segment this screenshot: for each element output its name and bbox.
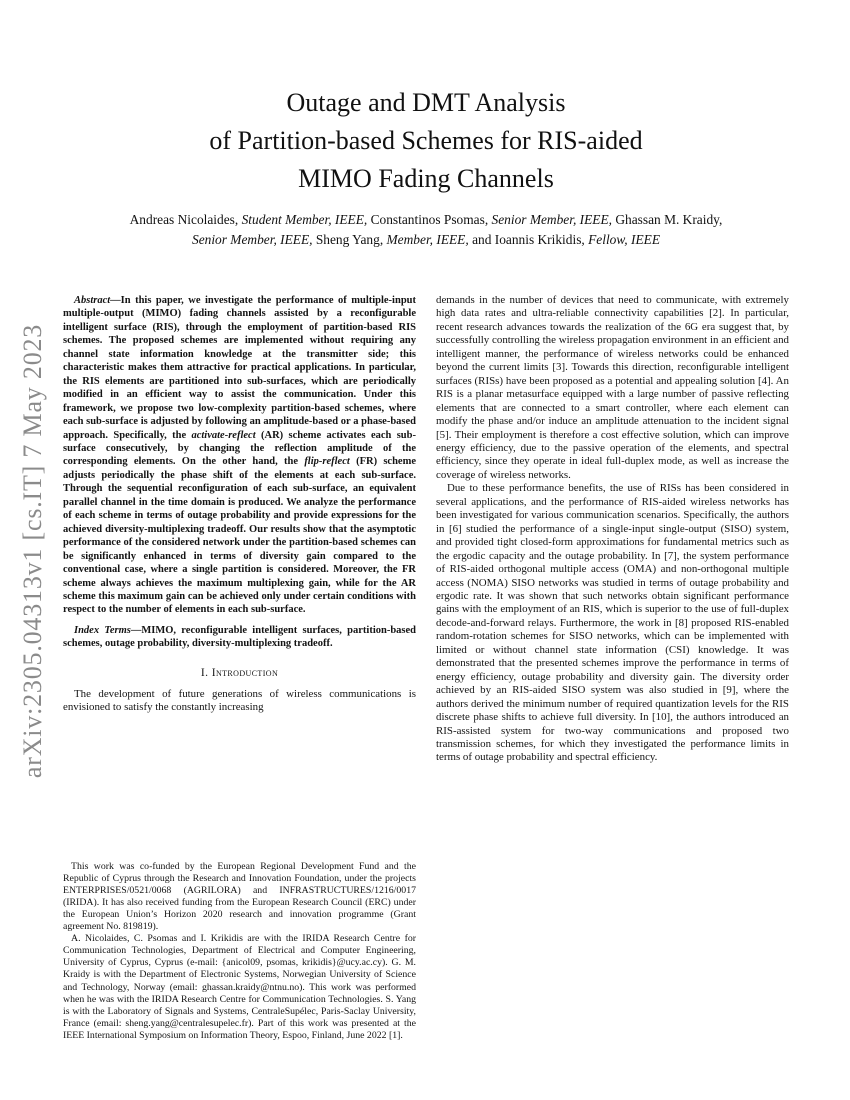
abstract-paragraph: Abstract—In this paper, we investigate the performance of multiple-input multiple-output (MIMO) fading channels assisted by a reconfigurable intelligent surface (RIS), through the employment of partition-based RIS schemes. The proposed schemes are implemented without requiring any channel state information knowledge at the transmitter side; this characteristic makes them attractive for practical applications. In particular, the RIS elements are partitioned into sub-surfaces, which are periodically modified in an efficient way to assist the communication. Under this framework, we propose two low-complexity partition-based schemes, where each sub-surface is adjusted by following an amplitude-based or a phase-based approach. Specifically, the activate-reflect (AR) scheme activates each sub-surface consecutively, by changing the reflection amplitude of the corresponding elements. On the other hand, the flip-reflect (FR) scheme adjusts periodically the phase shift of the elements at each sub-surface. Through the sequential reconfiguration of each sub-surface, an equivalent parallel channel in the time domain is produced. We analyze the performance of each scheme in terms of outage probability and provide expressions for the achieved diversity-multiplexing tradeoff. Our results show that the asymptotic performance of the considered network under the partition-based schemes can be significantly enhanced in terms of diversity gain compared to the conventional case, where a single partition is considered. Moreover, the FR scheme always achieves the maximum multiplexing gain, while for the AR scheme this maximum gain can be achieved only under certain conditions with respect to the number of elements in each sub-surface.: [63, 295, 416, 616]
left-column: [63, 294, 416, 1042]
author-line-1: Andreas Nicolaides, Student Member, IEEE, Constantinos Psomas, Senior Member, IEEE, Ghassan M. Kraidy,: [129, 212, 723, 227]
index-terms-paragraph: Index Terms—MIMO, reconfigurable intelligent surfaces, partition-based schemes, outage probability, diversity-multiplexing tradeoff.: [63, 624, 416, 650]
abstract-label: Abstract: [74, 295, 111, 306]
paper-content: [63, 0, 789, 1042]
index-terms-label: Index Terms: [74, 624, 131, 636]
right-column: [436, 294, 789, 1042]
author-list: [63, 210, 789, 250]
arxiv-watermark: arXiv:2305.04313v1 [cs.IT] 7 May 2023: [18, 323, 47, 779]
title-line-2: of Partition-based Schemes for RIS-aided: [209, 126, 643, 155]
related-work-paragraph: Due to these performance benefits, the use of RISs has been considered in several applications, and the performance of RIS-aided wireless networks has been investigated for various communication scenarios. Specifically, the authors in [6] studied the performance of a single-input single-output (SISO) system, and provided tight closed-form approximations for fundamental metrics such as the ergodic capacity and the outage probability. In [7], the system performance of RIS-aided orthogonal multiple access (OMA) and non-orthogonal multiple access (NOMA) SISO networks was studied in terms of outage probability and ergodic rate. It was shown that such networks obtain significant performance gains with the employment of an RIS, which is superior to the use of full-duplex decode-and-forward relays. Furthermore, the work in [8] proposed RIS-enabled random-rotation schemes for SISO networks, which can be implemented with limited or without channel state information (CSI) knowledge. It was demonstrated that the presented schemes improve the performance in terms of energy efficiency, outage probability and diversity gain. The diversity order achieved by an RIS-aided SISO system was also studied in [9], where the authors derived the minimum number of required quantization levels for the RIS discrete phase shifts to achieve full diversity. In [10], the authors introduced an RIS-assisted system for two-way communications and proposed two transmission schemes, for which they investigated the performance limits in terms of outage probability and spectral efficiency.: [436, 482, 789, 764]
title-line-1: Outage and DMT Analysis: [286, 88, 566, 117]
footnotes-block: [63, 861, 416, 1042]
section-heading-introduction: I. Introduction: [200, 665, 279, 679]
author-line-2: Senior Member, IEEE, Sheng Yang, Member, IEEE, and Ioannis Krikidis, Fellow, IEEE: [192, 232, 660, 247]
two-column-body: [63, 294, 789, 1042]
affiliation-footnote: A. Nicolaides, C. Psomas and I. Krikidis are with the IRIDA Research Centre for Communication Technologies, Department of Electrical and Computer Engineering, University of Cyprus, Cyprus (e-mail: {anicol09, psomas, krikidis}@ucy.ac.cy). G. M. Kraidy is with the Department of Electronic Systems, Norwegian University of Science and Technology, Norway (email: ghassan.kraidy@ntnu.no). This work was performed when he was with the IRIDA Research Centre for Communication Technologies. S. Yang is with the Laboratory of Signals and Systems, CentraleSupélec, Paris-Saclay University, France (email: sheng.yang@centralesupelec.fr). Part of this work was presented at the IEEE International Symposium on Information Theory, Espoo, Finland, June 2022 [1].: [63, 933, 416, 1041]
funding-footnote: This work was co-funded by the European Regional Development Fund and the Republic of Cyprus through the Research and Innovation Foundation, under the projects ENTERPRISES/0521/0068 (AGRILORA) and INFRASTRUCTURES/1216/0017 (IRIDA). It has also received funding from the European Research Council (ERC) under the European Union’s Horizon 2020 research and innovation programme (Grant agreement No. 819819).: [63, 860, 416, 933]
title-line-3: MIMO Fading Channels: [298, 164, 554, 193]
intro-paragraph: The development of future generations of wireless communications is envisioned to satisfy the constantly increasing: [63, 687, 416, 714]
intro-continuation-paragraph: demands in the number of devices that need to communicate, with extremely high data rates and ultra-reliable connectivity capabilities [2]. In particular, recent research advances towards the realization of the 6G era suggest that, by successfully controlling the wireless propagation environment in an efficient and intelligent manner, the performance of wireless networks could be enhanced beyond the current limits [3]. Towards this direction, reconfigurable intelligent surfaces (RISs) have been proposed as a potential and appealing solution [4]. An RIS is a planar metasurface equipped with a large number of passive reflecting elements that are connected to a smart controller, where each element can modify the phase and/or induce an amplitude attenuation to the incident signal [5]. Their employment is therefore a cost effective solution, which can improve energy efficiency, due to the passive operation of the elements, and spectral efficiency, since they operate in ideal full-duplex mode, as well as increase the coverage of wireless networks.: [436, 294, 789, 481]
paper-title: [63, 84, 789, 198]
